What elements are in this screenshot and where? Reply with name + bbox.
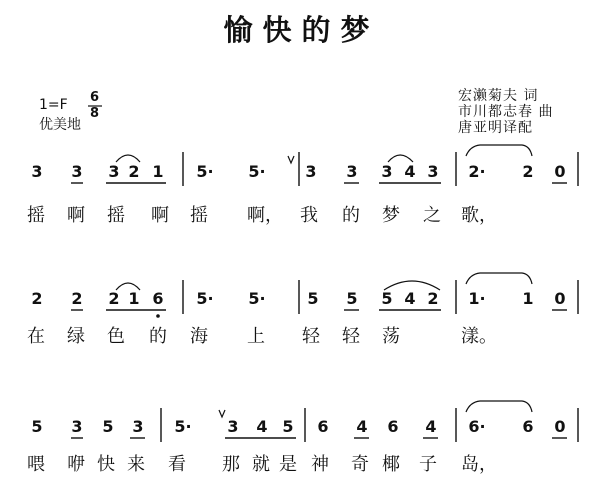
lyric: 海 [190,326,208,347]
note: 0 [554,289,566,308]
lyric: 歌， [461,205,497,226]
lyric: 来 [127,454,145,475]
note: 2 [31,289,43,308]
lyric: 神 [311,454,329,475]
lyric: 之 [423,205,441,226]
note: 5 [31,417,43,436]
note: 2 [128,162,140,181]
note: 3 [227,417,239,436]
note: 0 [554,162,566,181]
note: 5· [248,162,266,181]
lyric: 椰 [382,454,400,475]
lyric: 梦 [382,205,400,226]
lyric: 在 [27,326,45,347]
note: 3 [427,162,439,181]
lyric: 轻 [342,326,360,347]
lyric: 摇 [190,205,208,226]
lyric: 子 [419,454,437,475]
lyric: 上 [247,326,265,347]
note: 4 [425,417,437,436]
lyric: 摇 [107,205,125,226]
lyric: 色 [107,326,125,347]
time-signature-top: 6 [90,90,100,105]
note: 5· [196,289,214,308]
note: 1· [468,289,486,308]
note: 6 [522,417,534,436]
note: 3 [71,162,83,181]
lyric: 啊， [247,205,283,226]
lyric: 岛， [461,454,497,475]
note: 3 [346,162,358,181]
note: 2 [522,162,534,181]
lyric: 奇 [351,454,369,475]
lyric: 就 [252,454,270,475]
note: 3 [31,162,43,181]
note: 2 [71,289,83,308]
lyric: 摇 [27,205,45,226]
bar-lines [161,152,578,442]
lyric: 荡 [382,326,400,347]
lyric: 轻 [302,326,320,347]
note: 4 [356,417,368,436]
song-title: 愉快的梦 [223,13,380,47]
lyric: 的 [342,205,360,226]
note: 0 [554,417,566,436]
key-signature: 1=F [39,97,68,113]
note: 4 [256,417,268,436]
note: 3 [108,162,120,181]
note: 3 [132,417,144,436]
note: 3 [305,162,317,181]
note: 5· [196,162,214,181]
lyric: 我 [300,205,318,226]
lyric: 是 [279,454,297,475]
note: 6· [468,417,486,436]
note: 1 [152,162,164,181]
translator-credit: 唐亚明译配 [458,120,533,136]
time-signature-bottom: 8 [90,106,100,121]
ties [116,145,532,412]
breath-marks [219,156,294,417]
note: 5 [346,289,358,308]
note: 2· [468,162,486,181]
note: 6 [387,417,399,436]
note: 2 [427,289,439,308]
note: 5 [381,289,393,308]
note: 6 [317,417,329,436]
note: 1 [128,289,140,308]
note: 2 [108,289,120,308]
lyric: 绿 [67,326,85,347]
octave-dots [156,314,160,318]
lyric: 看 [168,454,186,475]
note: 6 [152,289,164,308]
note: 5 [102,417,114,436]
note: 5· [248,289,266,308]
composer-credit: 市川都志春 曲 [458,104,554,120]
lyric: 漾。 [461,326,497,347]
lyric: 喂 [27,454,45,475]
note: 1 [522,289,534,308]
note: 5 [282,417,294,436]
lyric: 的 [149,326,167,347]
lyric: 咿 [67,454,85,475]
note: 3 [381,162,393,181]
note: 5 [307,289,319,308]
lyric: 快 [97,454,115,475]
note: 4 [404,162,416,181]
lyric: 啊 [151,205,169,226]
expression-mark: 优美地 [39,117,81,133]
note: 4 [404,289,416,308]
lyricist-credit: 宏濑菊夫 词 [458,88,539,104]
lyric: 啊 [67,205,85,226]
note: 3 [71,417,83,436]
underlines [71,183,567,438]
lyric: 那 [222,454,240,475]
note: 5· [174,417,192,436]
